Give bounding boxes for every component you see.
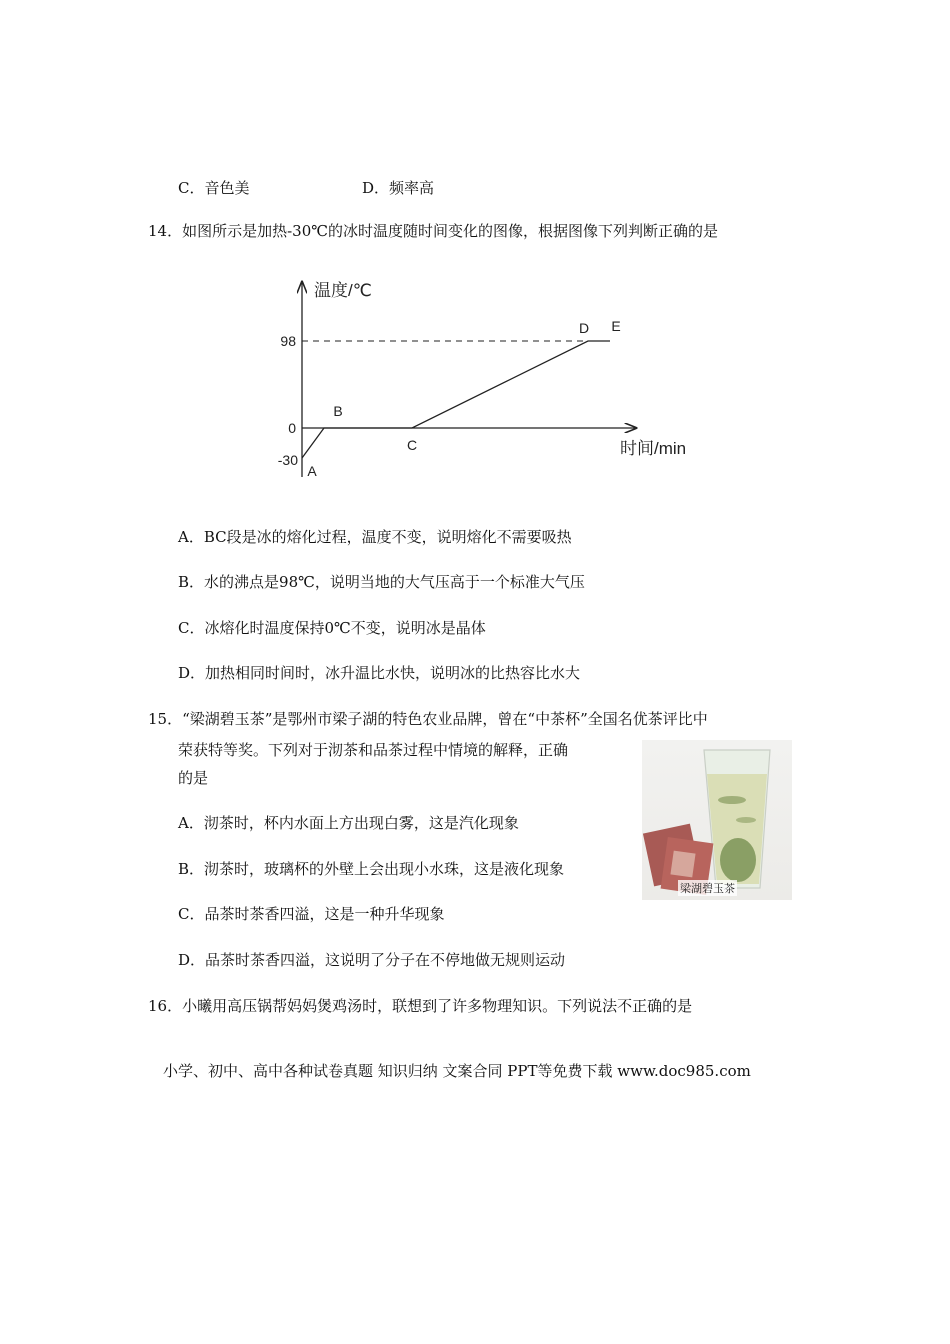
point-label-c: C — [406, 437, 418, 453]
q15-option-c: C．品茶时茶香四溢，这是一种升华现象 — [178, 905, 445, 923]
y-tick-minus30: -30 — [277, 452, 298, 468]
point-label-e: E — [611, 318, 621, 334]
y-tick-0: 0 — [288, 420, 296, 436]
tea-glass-illustration — [642, 740, 792, 900]
point-label-a: A — [307, 463, 317, 479]
q13-option-c: C．音色美 — [178, 179, 250, 197]
q15-option-b: B．沏茶时，玻璃杯的外壁上会出现小水珠，这是液化现象 — [178, 860, 565, 878]
tea-photo — [642, 740, 792, 900]
q14-option-d: D．加热相同时间时，冰升温比水快，说明冰的比热容比水大 — [178, 664, 581, 682]
page-footer: 小学、初中、高中各种试卷真题 知识归纳 文案合同 PPT等免费下载 www.doc985.com — [163, 1062, 751, 1080]
q14-stem: 14．如图所示是加热-30℃的冰时温度随时间变化的图像，根据图像下列判断正确的是 — [148, 222, 719, 240]
q15-stem-line2: 荣获特等奖。下列对于沏茶和品茶过程中情境的解释，正确 — [178, 741, 569, 759]
q15-stem-line3: 的是 — [178, 769, 209, 787]
q16-stem: 16．小曦用高压锅帮妈妈煲鸡汤时，联想到了许多物理知识。下列说法不正确的是 — [148, 997, 693, 1015]
q14-option-b: B．水的沸点是98℃，说明当地的大气压高于一个标准大气压 — [178, 573, 585, 591]
y-axis-label: 温度/℃ — [314, 281, 372, 300]
temperature-curve — [302, 341, 610, 458]
point-label-b: B — [333, 403, 343, 419]
tea-photo-caption: 梁湖碧玉茶 — [680, 882, 735, 895]
q15-option-a: A．沏茶时，杯内水面上方出现白雾，这是汽化现象 — [178, 814, 519, 832]
y-tick-98: 98 — [280, 333, 296, 349]
temperature-time-graph — [260, 270, 720, 485]
x-axis-label: 时间/min — [620, 439, 687, 458]
q15-stem-line1: 15．“梁湖碧玉茶”是鄂州市梁子湖的特色农业品牌，曾在“中茶杯”全国名优茶评比中 — [148, 710, 708, 728]
q15-option-d: D．品茶时茶香四溢，这说明了分子在不停地做无规则运动 — [178, 951, 566, 969]
q13-option-d: D．频率高 — [362, 179, 435, 197]
q14-option-a: A．BC段是冰的熔化过程，温度不变，说明熔化不需要吸热 — [178, 528, 572, 546]
q14-option-c: C．冰熔化时温度保持0℃不变，说明冰是晶体 — [178, 619, 486, 637]
point-label-d: D — [578, 320, 590, 336]
